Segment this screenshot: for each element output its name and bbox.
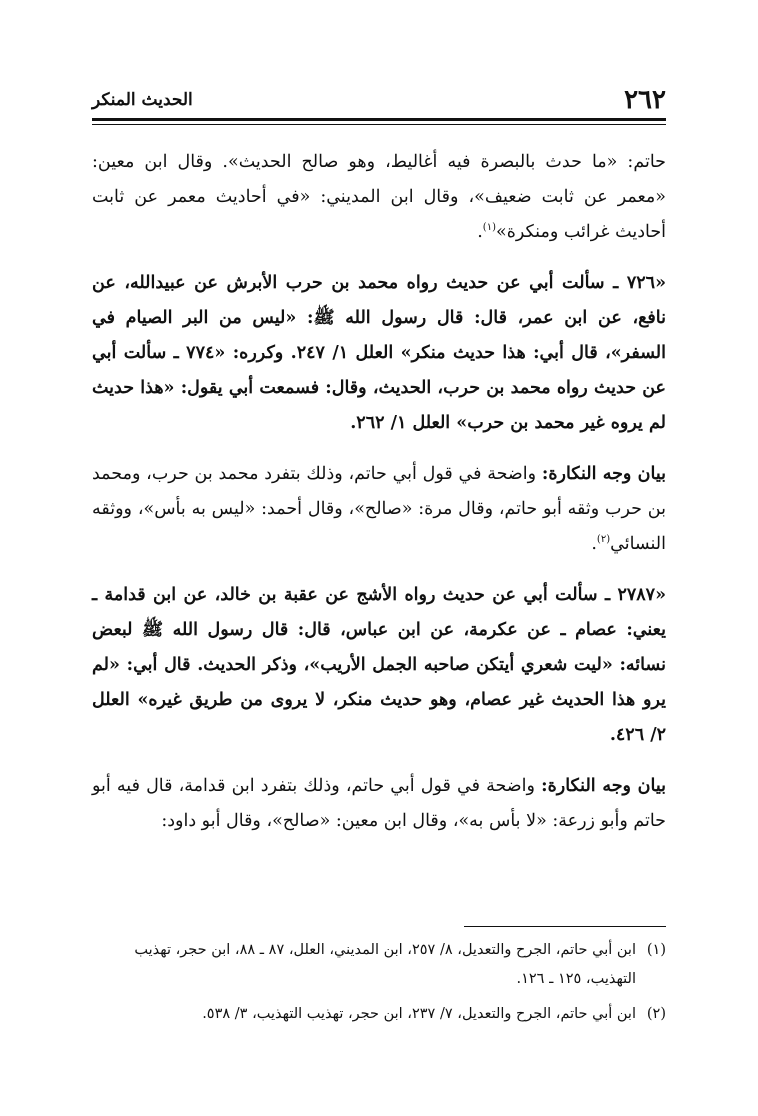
nakara-label: بيان وجه النكارة:	[541, 776, 666, 796]
paragraph-3-end: .	[591, 534, 597, 554]
paragraph-3-text: واضحة في قول أبي حاتم، وذلك بتفرد محمد بن حرب، ومحمد بن حرب وثقه أبو حاتم، وقال مرة: «صالح»، وقال أحمد: «ليس به بأس»، ووثقه النسائي	[92, 464, 666, 554]
footnote-ref-1: (١)	[482, 222, 496, 234]
footnotes	[92, 936, 666, 1035]
running-title: الحديث المنكر	[92, 90, 193, 110]
nakara-label: بيان وجه النكارة:	[541, 464, 666, 484]
page-number: ٢٦٢	[624, 85, 666, 115]
paragraph-3	[92, 457, 666, 562]
paragraph-1-end: .	[477, 222, 483, 242]
paragraph-5	[92, 769, 666, 839]
header-rule-thin	[92, 124, 666, 125]
footnote-separator	[464, 926, 666, 927]
paragraph-1-text: حاتم: «ما حدث بالبصرة فيه أغاليط، وهو صالح الحديث». وقال ابن معين: «معمر عن ثابت ضعيف»، وقال ابن المديني: «في أحاديث معمر عن ثابت أحاديث غرائب ومنكرة»	[92, 152, 666, 242]
footnote-number: (١)	[646, 942, 666, 958]
footnote-ref-2: (٢)	[596, 534, 611, 546]
paragraph-5-text: واضحة في قول أبي حاتم، وذلك بتفرد ابن قدامة، قال فيه أبو حاتم وأبو زرعة: «لا بأس به»، وقال ابن معين: «صالح»، وقال أبو داود:	[92, 776, 666, 831]
hadith-726: «٧٢٦ ـ سألت أبي عن حديث رواه محمد بن حرب الأبرش عن عبيدالله، عن نافع، عن ابن عمر، قال: قال رسول الله ﷺ: «ليس من البر الصيام في السفر»، قال أبي: هذا حديث منكر» العلل ١/ ٢٤٧. وكرره: «٧٧٤ ـ سألت أبي عن حديث رواه محمد بن حرب، الحديث، وقال: فسمعت أبي يقول: «هذا حديث لم يروه غير محمد بن حرب» العلل ١/ ٢٦٢.	[92, 273, 666, 433]
page-header	[92, 82, 666, 118]
main-text	[92, 145, 666, 855]
hadith-2787: «٢٧٨٧ ـ سألت أبي عن حديث رواه الأشج عن عقبة بن خالد، عن ابن قدامة ـ يعني: عصام ـ عن عكرمة، عن ابن عباس، قال: قال رسول الله ﷺ لبعض نسائه: «ليت شعري أيتكن صاحبه الجمل الأريب»، وذكر الحديث. قال أبي: «لم يرو هذا الحديث غير عصام، وهو حديث منكر، لا يروى من طريق غيره» العلل ٢/ ٤٢٦.	[92, 585, 666, 745]
paragraph-1	[92, 145, 666, 250]
footnote	[92, 936, 666, 994]
header-rule-thick	[92, 118, 666, 121]
footnote-text: ابن أبي حاتم، الجرح والتعديل، ٧/ ٢٣٧، ابن حجر، تهذيب التهذيب، ٣/ ٥٣٨.	[202, 1006, 636, 1022]
footnote	[92, 1000, 666, 1029]
footnote-number: (٢)	[646, 1006, 666, 1022]
footnote-text: ابن أبي حاتم، الجرح والتعديل، ٨/ ٢٥٧، ابن المديني، العلل، ٨٧ ـ ٨٨، ابن حجر، تهذيب التهذيب، ١٢٥ ـ ١٢٦.	[134, 942, 636, 987]
